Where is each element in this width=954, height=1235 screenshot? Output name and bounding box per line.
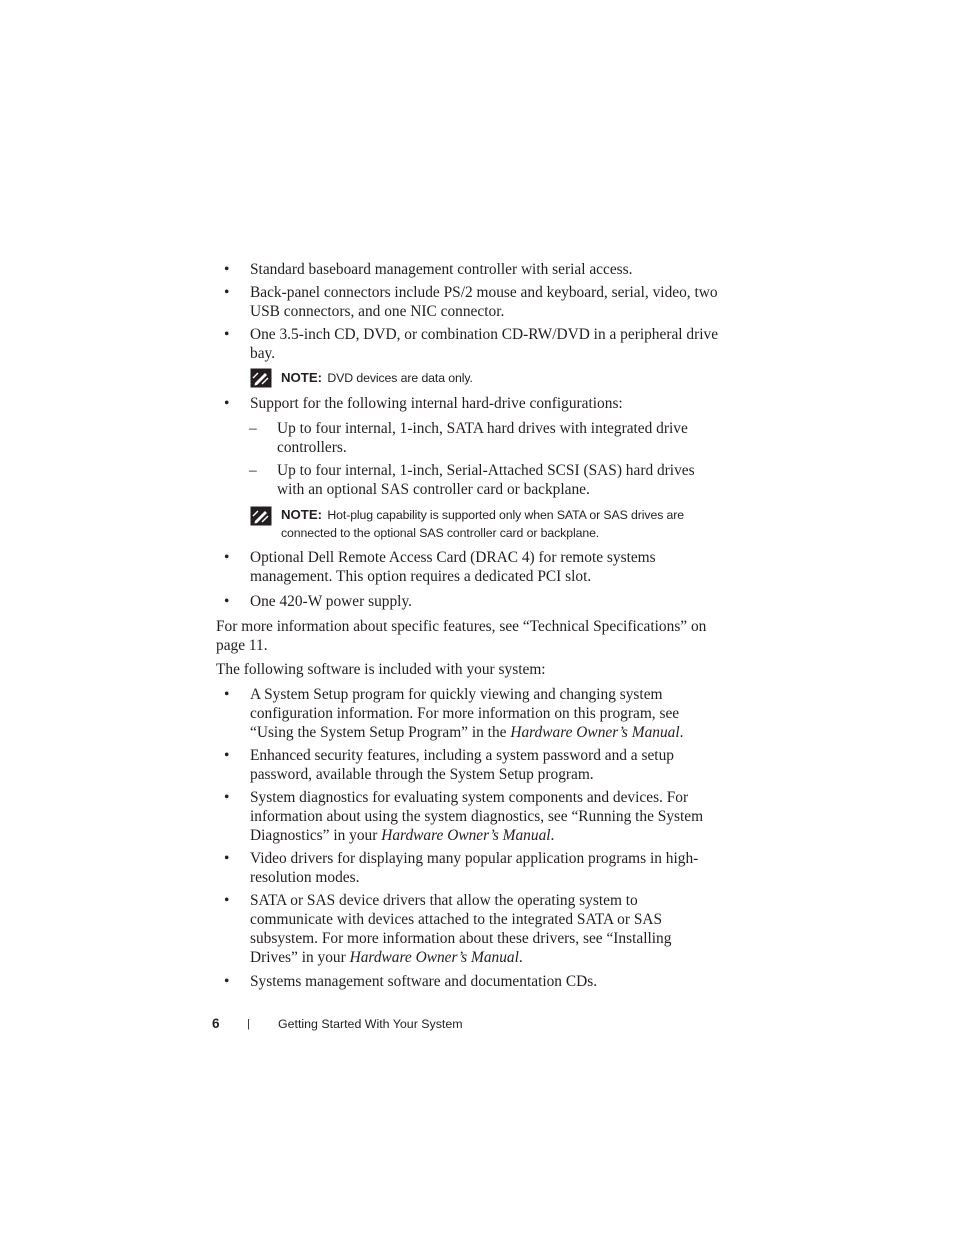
bullet-text: A System Setup program for quickly viewing and changing system configuration information. For more information on this program, see “Using the System Setup Program” in the Hardware Owner’s Manual. (250, 686, 684, 741)
dash-text: Up to four internal, 1-inch, SATA hard drives with integrated drive controllers. (277, 420, 688, 456)
bullet-text: One 420-W power supply. (250, 593, 412, 610)
note-label: NOTE: (281, 507, 323, 522)
bullet-text: Optional Dell Remote Access Card (DRAC 4) for remote systems management. This option requires a dedicated PCI slot. (250, 549, 656, 585)
bullet-marker: • (224, 850, 230, 867)
dash-text: Up to four internal, 1-inch, Serial-Attached SCSI (SAS) hard drives with an optional SAS controller card or backplane. (277, 462, 695, 498)
note-label: NOTE: (281, 370, 323, 385)
dash-marker: – (249, 462, 257, 479)
page-number: 6 (212, 1016, 220, 1031)
bullet-marker: • (224, 973, 230, 990)
bullet-text: Systems management software and documentation CDs. (250, 973, 598, 990)
paragraph-more-info: For more information about specific features, see “Technical Specifications” on page 11. (216, 618, 707, 654)
footer-title: Getting Started With Your System (278, 1017, 463, 1031)
bullet-marker: • (224, 686, 230, 703)
dash-marker: – (249, 420, 257, 437)
bullet-marker: • (224, 747, 230, 764)
bullet-text: Enhanced security features, including a system password and a setup password, available through the System Setup program. (250, 747, 674, 783)
bullet-marker: • (224, 395, 230, 412)
note-hot-plug (281, 506, 711, 542)
note-dvd (281, 369, 721, 387)
bullet-text: One 3.5-inch CD, DVD, or combination CD-RW/DVD in a peripheral drive bay. (250, 326, 719, 362)
bullet-text: System diagnostics for evaluating system components and devices. For information about using the system diagnostics, see “Running the System Diagnostics” in your Hardware Owner’s Manual. (250, 789, 704, 844)
note-pencil-icon (250, 368, 272, 388)
bullet-marker: • (224, 789, 230, 806)
bullet-text: Standard baseboard management controller with serial access. (250, 261, 633, 278)
bullet-text: Back-panel connectors include PS/2 mouse and keyboard, serial, video, two USB connectors, and one NIC connector. (250, 284, 718, 320)
footer-separator: | (247, 1018, 250, 1030)
bullet-marker: • (224, 326, 230, 343)
bullet-text: SATA or SAS device drivers that allow the operating system to communicate with devices attached to the integrated SATA or SAS subsystem. For more information about these drivers, see “Installing Drives” in your Hardware Owner’s Manual. (250, 892, 672, 966)
bullet-marker: • (224, 593, 230, 610)
note-text: DVD devices are data only. (327, 371, 473, 385)
note-pencil-icon (250, 506, 272, 526)
bullet-marker: • (224, 549, 230, 566)
bullet-marker: • (224, 261, 230, 278)
note-text: Hot-plug capability is supported only when SATA or SAS drives are connected to the optional SAS controller card or backplane. (281, 508, 685, 540)
bullet-text: Support for the following internal hard-drive configurations: (250, 395, 623, 412)
bullet-text: Video drivers for displaying many popular application programs in high-resolution modes. (250, 850, 699, 886)
paragraph-software-intro: The following software is included with your system: (216, 661, 546, 678)
bullet-marker: • (224, 892, 230, 909)
bullet-marker: • (224, 284, 230, 301)
